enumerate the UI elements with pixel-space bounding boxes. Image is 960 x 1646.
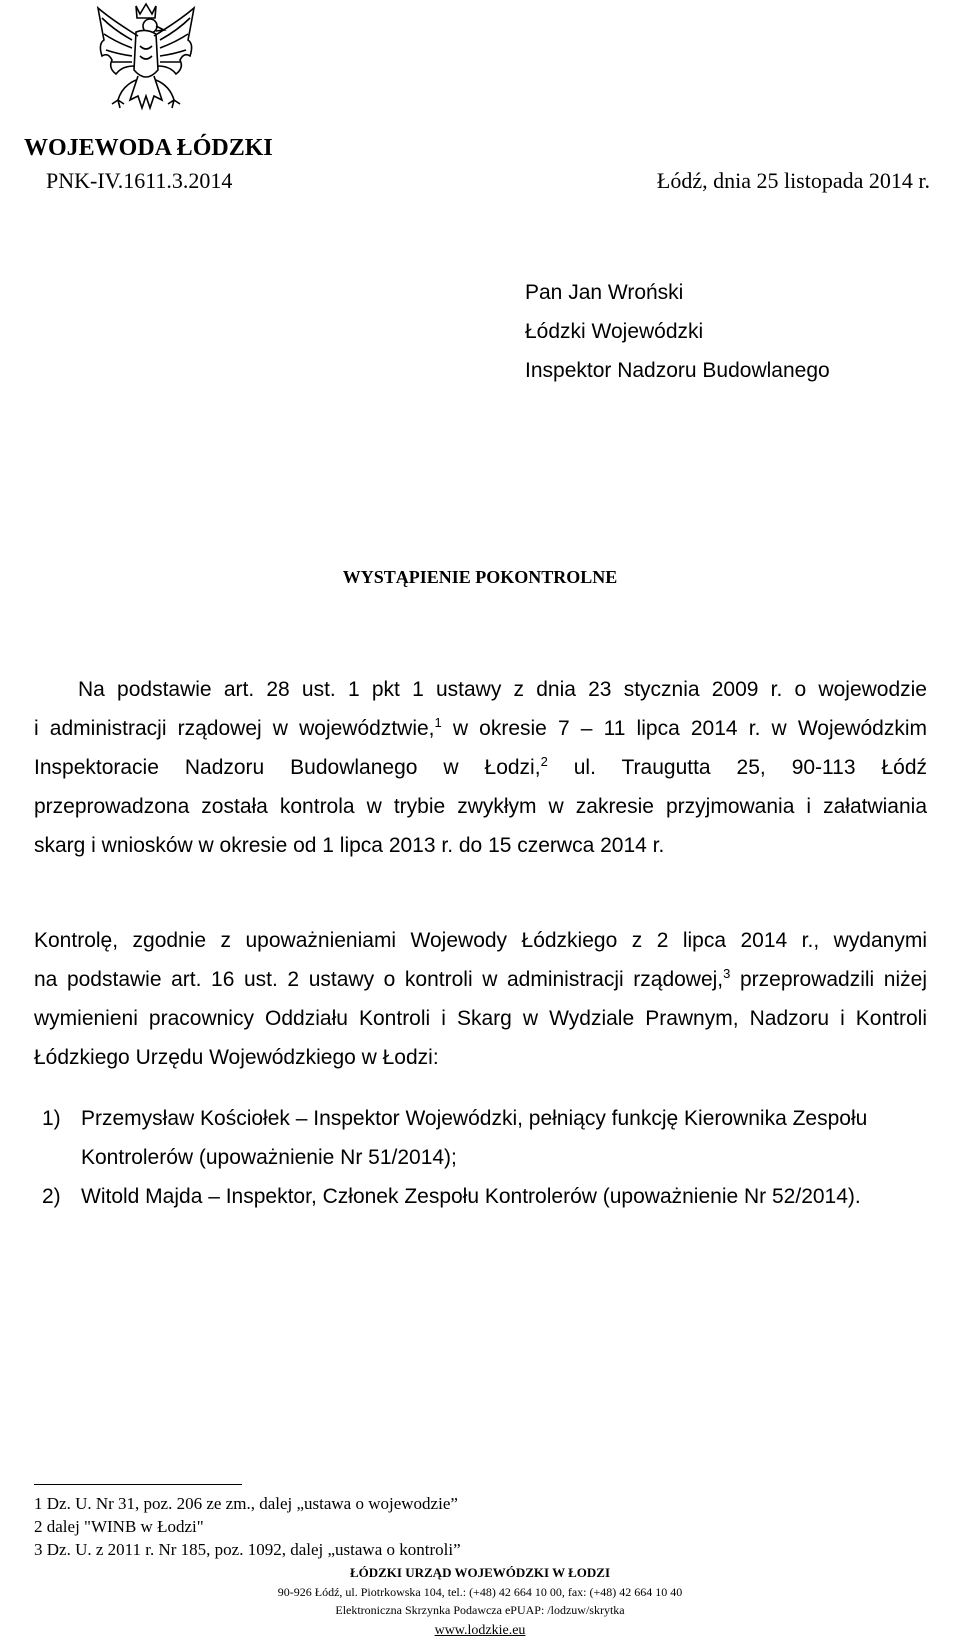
paragraph-1 <box>34 678 927 908</box>
paragraph-line: Inspektoracie Nadzoru Budowlanego w Łodzi,$^2$ ul. Traugutta 25, 90-113 Łódź <box>34 754 928 779</box>
case-signature: PNK-IV.1611.3.2014 <box>46 168 233 193</box>
polish-eagle-emblem-icon <box>92 0 200 125</box>
addressee-office: Łódzki Wojewódzki <box>525 320 704 343</box>
paragraph-line: Na podstawie art. 28 ust. 1 pkt 1 ustawy z dnia 23 stycznia 2009 r. o wojewodzie <box>78 678 927 701</box>
footer-organization: ŁÓDZKI URZĄD WOJEWÓDZKI W ŁODZI <box>349 1565 611 1580</box>
footnote-separator <box>34 1484 242 1485</box>
footnote-3: 3 Dz. U. z 2011 r. Nr 185, poz. 1092, dalej „ustawa o kontroli” <box>34 1540 461 1559</box>
paragraph-line: Kontrolę, zgodnie z upoważnieniami Wojewody Łódzkiego z 2 lipca 2014 r., wydanymi <box>34 929 927 952</box>
footer-www-wrapper <box>0 1621 960 1639</box>
document-date: Łódź, dnia 25 listopada 2014 r. <box>656 168 930 193</box>
paragraph-2 <box>34 929 927 1129</box>
addressee-name: Pan Jan Wroński <box>525 281 684 304</box>
footnote-1: 1 Dz. U. Nr 31, poz. 206 ze zm., dalej „ustawa o wojewodzie” <box>34 1494 458 1513</box>
footer-website-link[interactable]: www.lodzkie.eu <box>434 1623 526 1638</box>
inspectors-list: 1) Przemysław Kościołek – Inspektor Wojewódzki, pełniący funkcję Kierownika Zespołu Kontrolerów (upoważnienie Nr 51/2014); 2) Witold Majda – Inspektor, Członek Zespołu Kontrolerów (upoważnienie Nr 52/2014). <box>42 1107 868 1208</box>
paragraph-line: przeprowadzona została kontrola w trybie zwykłym w zakresie przyjmowania i załatwiania <box>34 795 927 818</box>
paragraph-line: wymienieni pracownicy Oddziału Kontroli i Skarg w Wydziale Prawnym, Nadzoru i Kontroli <box>34 1007 927 1030</box>
paragraph-line: na podstawie art. 16 ust. 2 ustawy o kontroli w administracji rządowej,$^3$ przeprowadzili niżej <box>34 966 927 991</box>
issuer-heading: WOJEWODA ŁÓDZKI <box>24 135 273 161</box>
footnote-2: 2 dalej "WINB w Łodzi" <box>34 1517 204 1536</box>
footer-epuap: Elektroniczna Skrzynka Podawcza ePUAP: /lodzuw/skrytka <box>335 1603 625 1617</box>
footer-address: 90-926 Łódź, ul. Piotrkowska 104, tel.: (+48) 42 664 10 00, fax: (+48) 42 664 10 40 <box>277 1585 683 1599</box>
paragraph-line: i administracji rządowej w województwie,$^1$ w okresie 7 – 11 lipca 2014 r. w Wojewódzkim <box>34 715 927 740</box>
document-title: WYSTĄPIENIE POKONTROLNE <box>342 567 618 587</box>
addressee-title: Inspektor Nadzoru Budowlanego <box>525 359 830 382</box>
paragraph-line: skarg i wniosków w okresie od 1 lipca 2013 r. do 15 czerwca 2014 r. <box>34 834 665 857</box>
paragraph-line: Łódzkiego Urzędu Wojewódzkiego w Łodzi: <box>34 1046 439 1069</box>
